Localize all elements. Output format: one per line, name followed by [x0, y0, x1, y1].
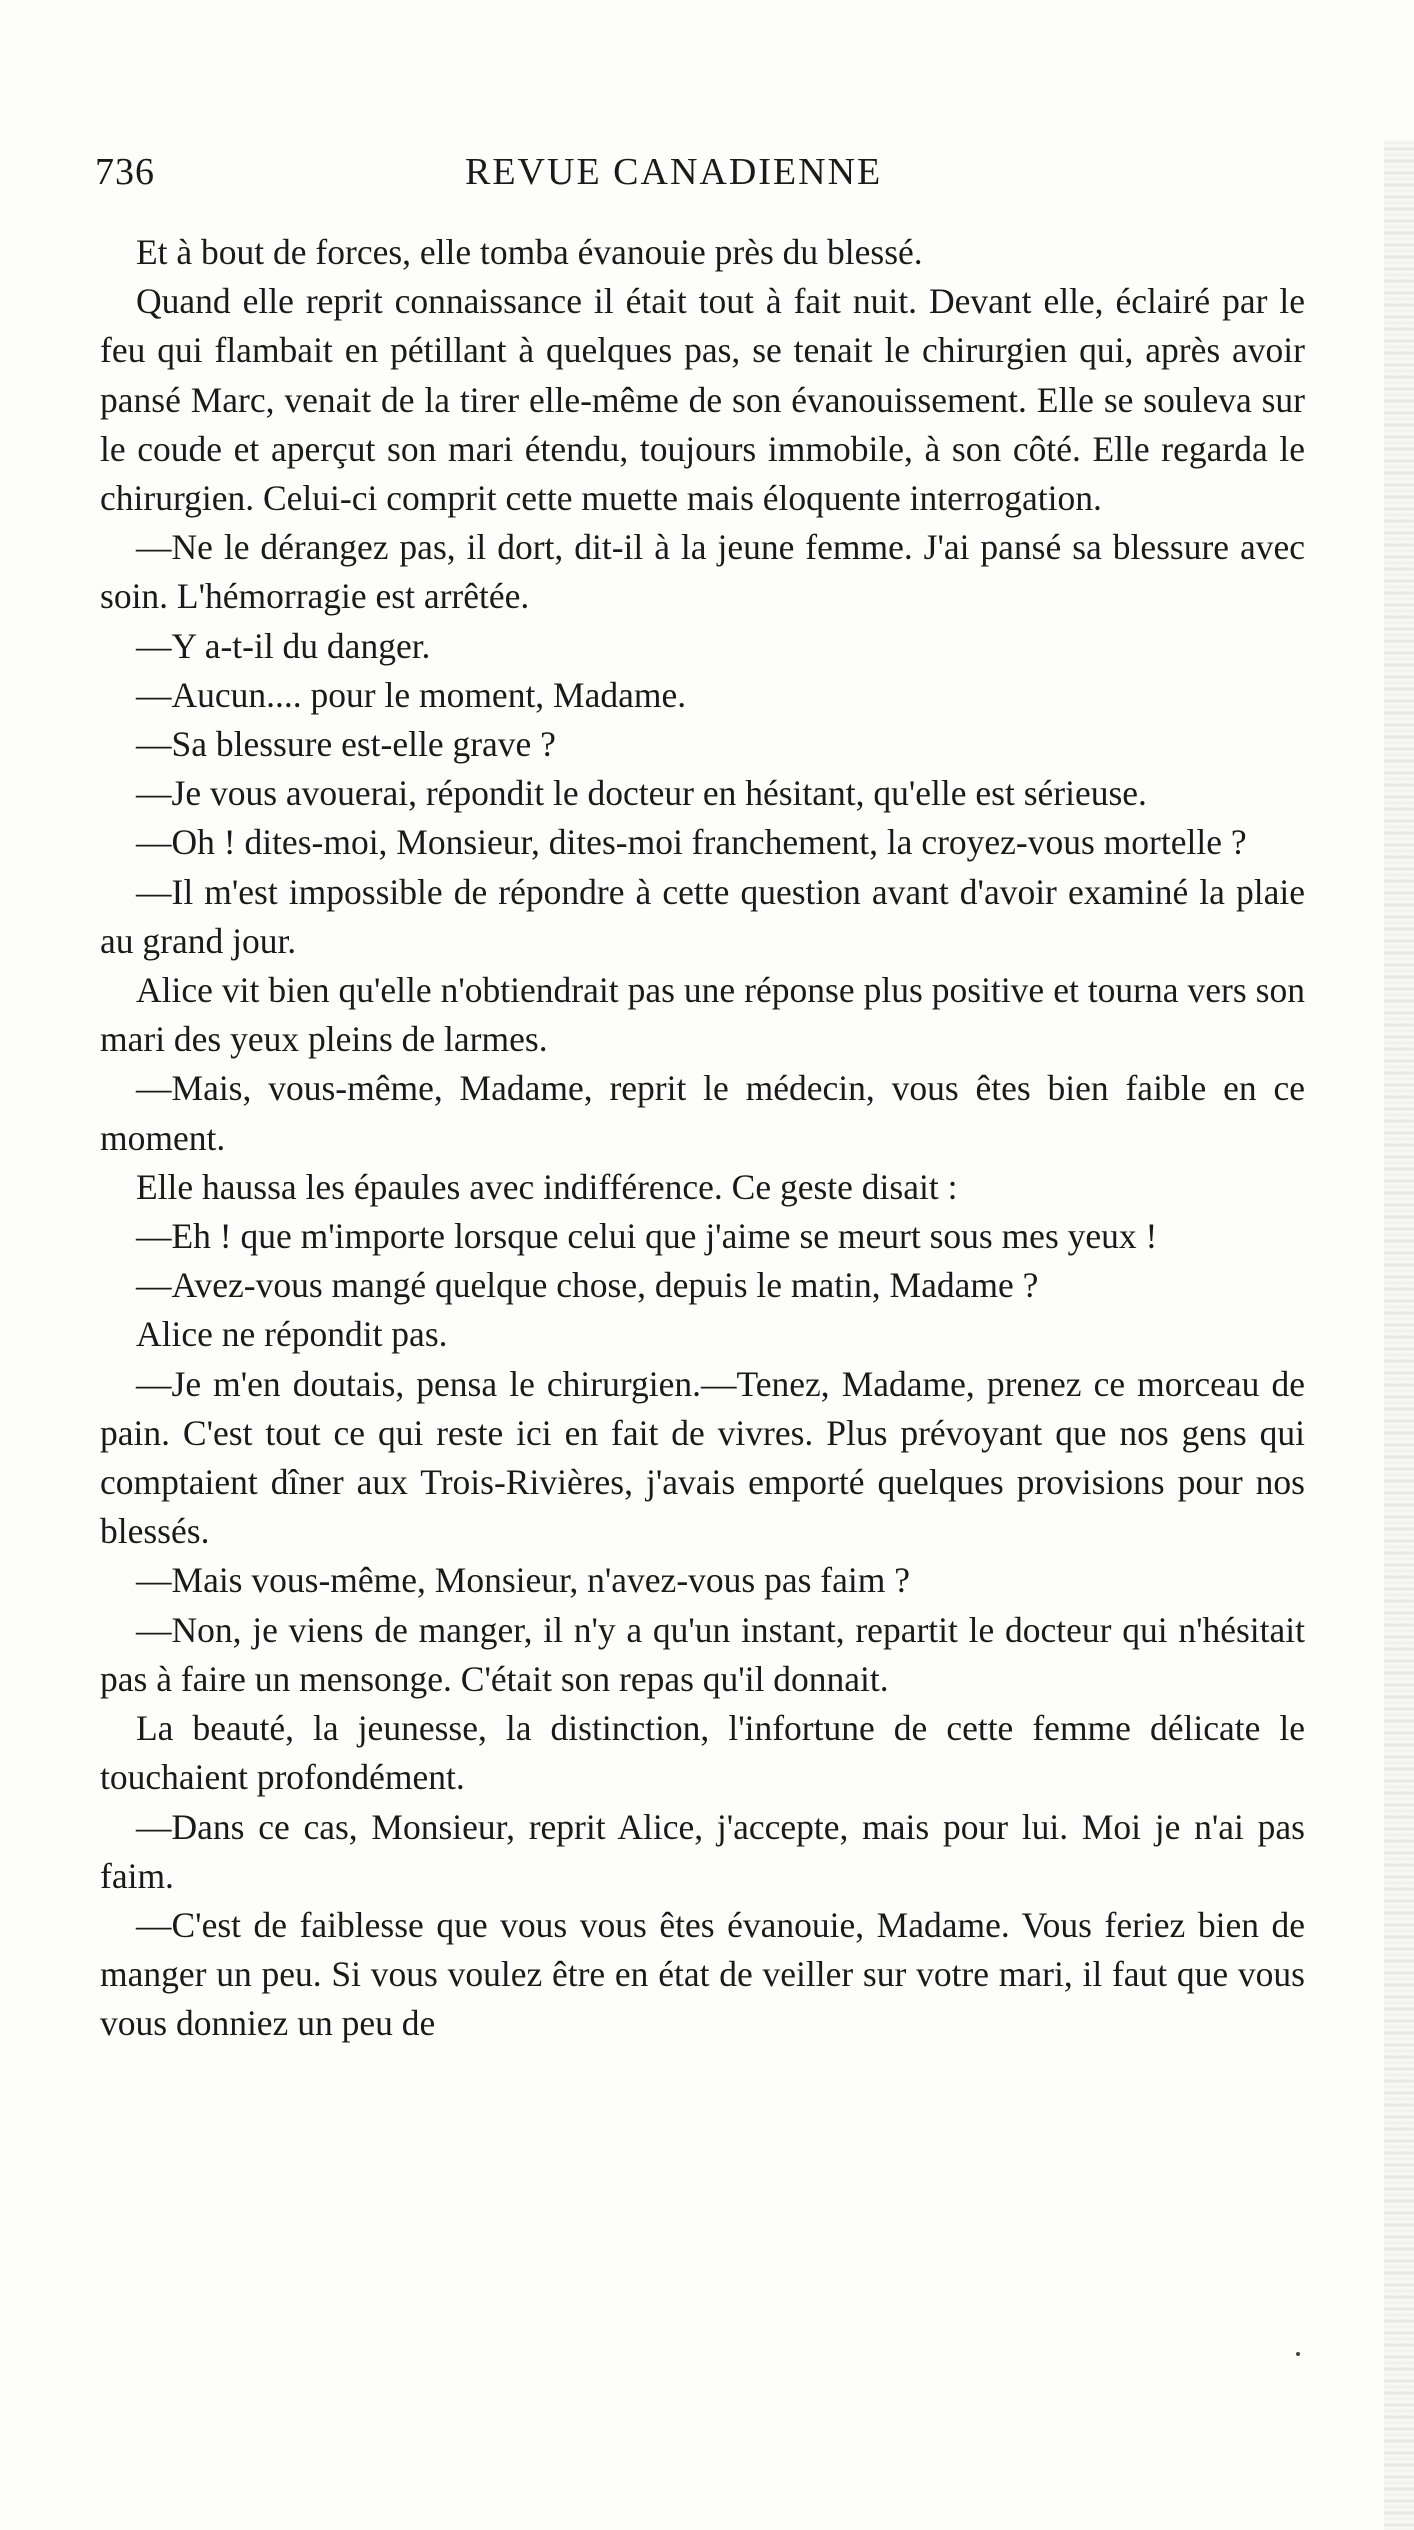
- running-head: REVUE CANADIENNE: [465, 151, 883, 193]
- paragraph: Elle haussa les épaules avec indifférence. Ce geste disait :: [136, 1166, 958, 1207]
- paragraph: —Sa blessure est-elle grave ?: [136, 724, 556, 765]
- paragraph: Et à bout de forces, elle tomba évanouie près du blessé.: [136, 232, 923, 272]
- paragraph: —Non, je viens de manger, il n'y a qu'un instant, repartit le docteur qui n'hésitait pas à faire un mensonge. C'était son repas qu'il donnait.: [100, 1609, 1305, 1699]
- paragraph: —Eh ! que m'importe lorsque celui que j'aime se meurt sous mes yeux !: [136, 1216, 1158, 1257]
- paragraph: —Mais, vous-même, Madame, reprit le médecin, vous êtes bien faible en ce moment.: [100, 1068, 1305, 1158]
- paragraph: —Je m'en doutais, pensa le chirurgien.—Tenez, Madame, prenez ce morceau de pain. C'est tout ce qui reste ici en fait de vivres. Plus prévoyant que nos gens qui comptaient dîner aux Trois-Rivières, j'avais emporté quelques provisions pour nos blessés.: [100, 1363, 1305, 1552]
- paragraph: Quand elle reprit connaissance il était tout à fait nuit. Devant elle, éclairé par le feu qui flambait en pétillant à quelques pas, se tenait le chirurgien qui, après avoir pansé Marc, venait de la tirer elle-même de son évanouissement. Elle se souleva sur le coude et aperçut son mari étendu, toujours immobile, à son côté. Elle regarda le chirurgien. Celui-ci comprit cette muette mais éloquente interrogation.: [100, 281, 1305, 519]
- paragraph: La beauté, la jeunesse, la distinction, l'infortune de cette femme délicate le touchaient profondément.: [100, 1708, 1305, 1798]
- paragraph: —Oh ! dites-moi, Monsieur, dites-moi franchement, la croyez-vous mortelle ?: [136, 822, 1247, 863]
- paragraph: —Aucun.... pour le moment, Madame.: [136, 674, 687, 715]
- paragraph: Alice vit bien qu'elle n'obtiendrait pas une réponse plus positive et tourna vers son mari des yeux pleins de larmes.: [100, 970, 1305, 1060]
- paragraph: —Dans ce cas, Monsieur, reprit Alice, j'accepte, mais pour lui. Moi je n'ai pas faim.: [100, 1806, 1305, 1896]
- paragraph: —Avez-vous mangé quelque chose, depuis le matin, Madame ?: [136, 1265, 1039, 1306]
- page-edge-shading: [1384, 140, 1414, 2530]
- paragraph: —Ne le dérangez pas, il dort, dit-il à la jeune femme. J'ai pansé sa blessure avec soin. L'hémorragie est arrêtée.: [100, 527, 1305, 617]
- paragraph: —Il m'est impossible de répondre à cette question avant d'avoir examiné la plaie au grand jour.: [100, 871, 1305, 961]
- page-number: 736: [95, 151, 155, 193]
- paragraph: Alice ne répondit pas.: [136, 1314, 448, 1355]
- paragraph: —C'est de faiblesse que vous vous êtes évanouie, Madame. Vous feriez bien de manger un peu. Si vous voulez être en état de veiller sur votre mari, il faut que vous vous donniez un peu de: [100, 1904, 1305, 2044]
- print-speck: [1296, 2352, 1300, 2356]
- body-text: [100, 228, 1305, 2049]
- page-header: [95, 150, 1295, 210]
- paragraph: —Je vous avouerai, répondit le docteur en hésitant, qu'elle est sérieuse.: [136, 773, 1147, 814]
- paragraph: —Mais vous-même, Monsieur, n'avez-vous pas faim ?: [136, 1560, 910, 1601]
- paragraph: —Y a-t-il du danger.: [136, 625, 431, 666]
